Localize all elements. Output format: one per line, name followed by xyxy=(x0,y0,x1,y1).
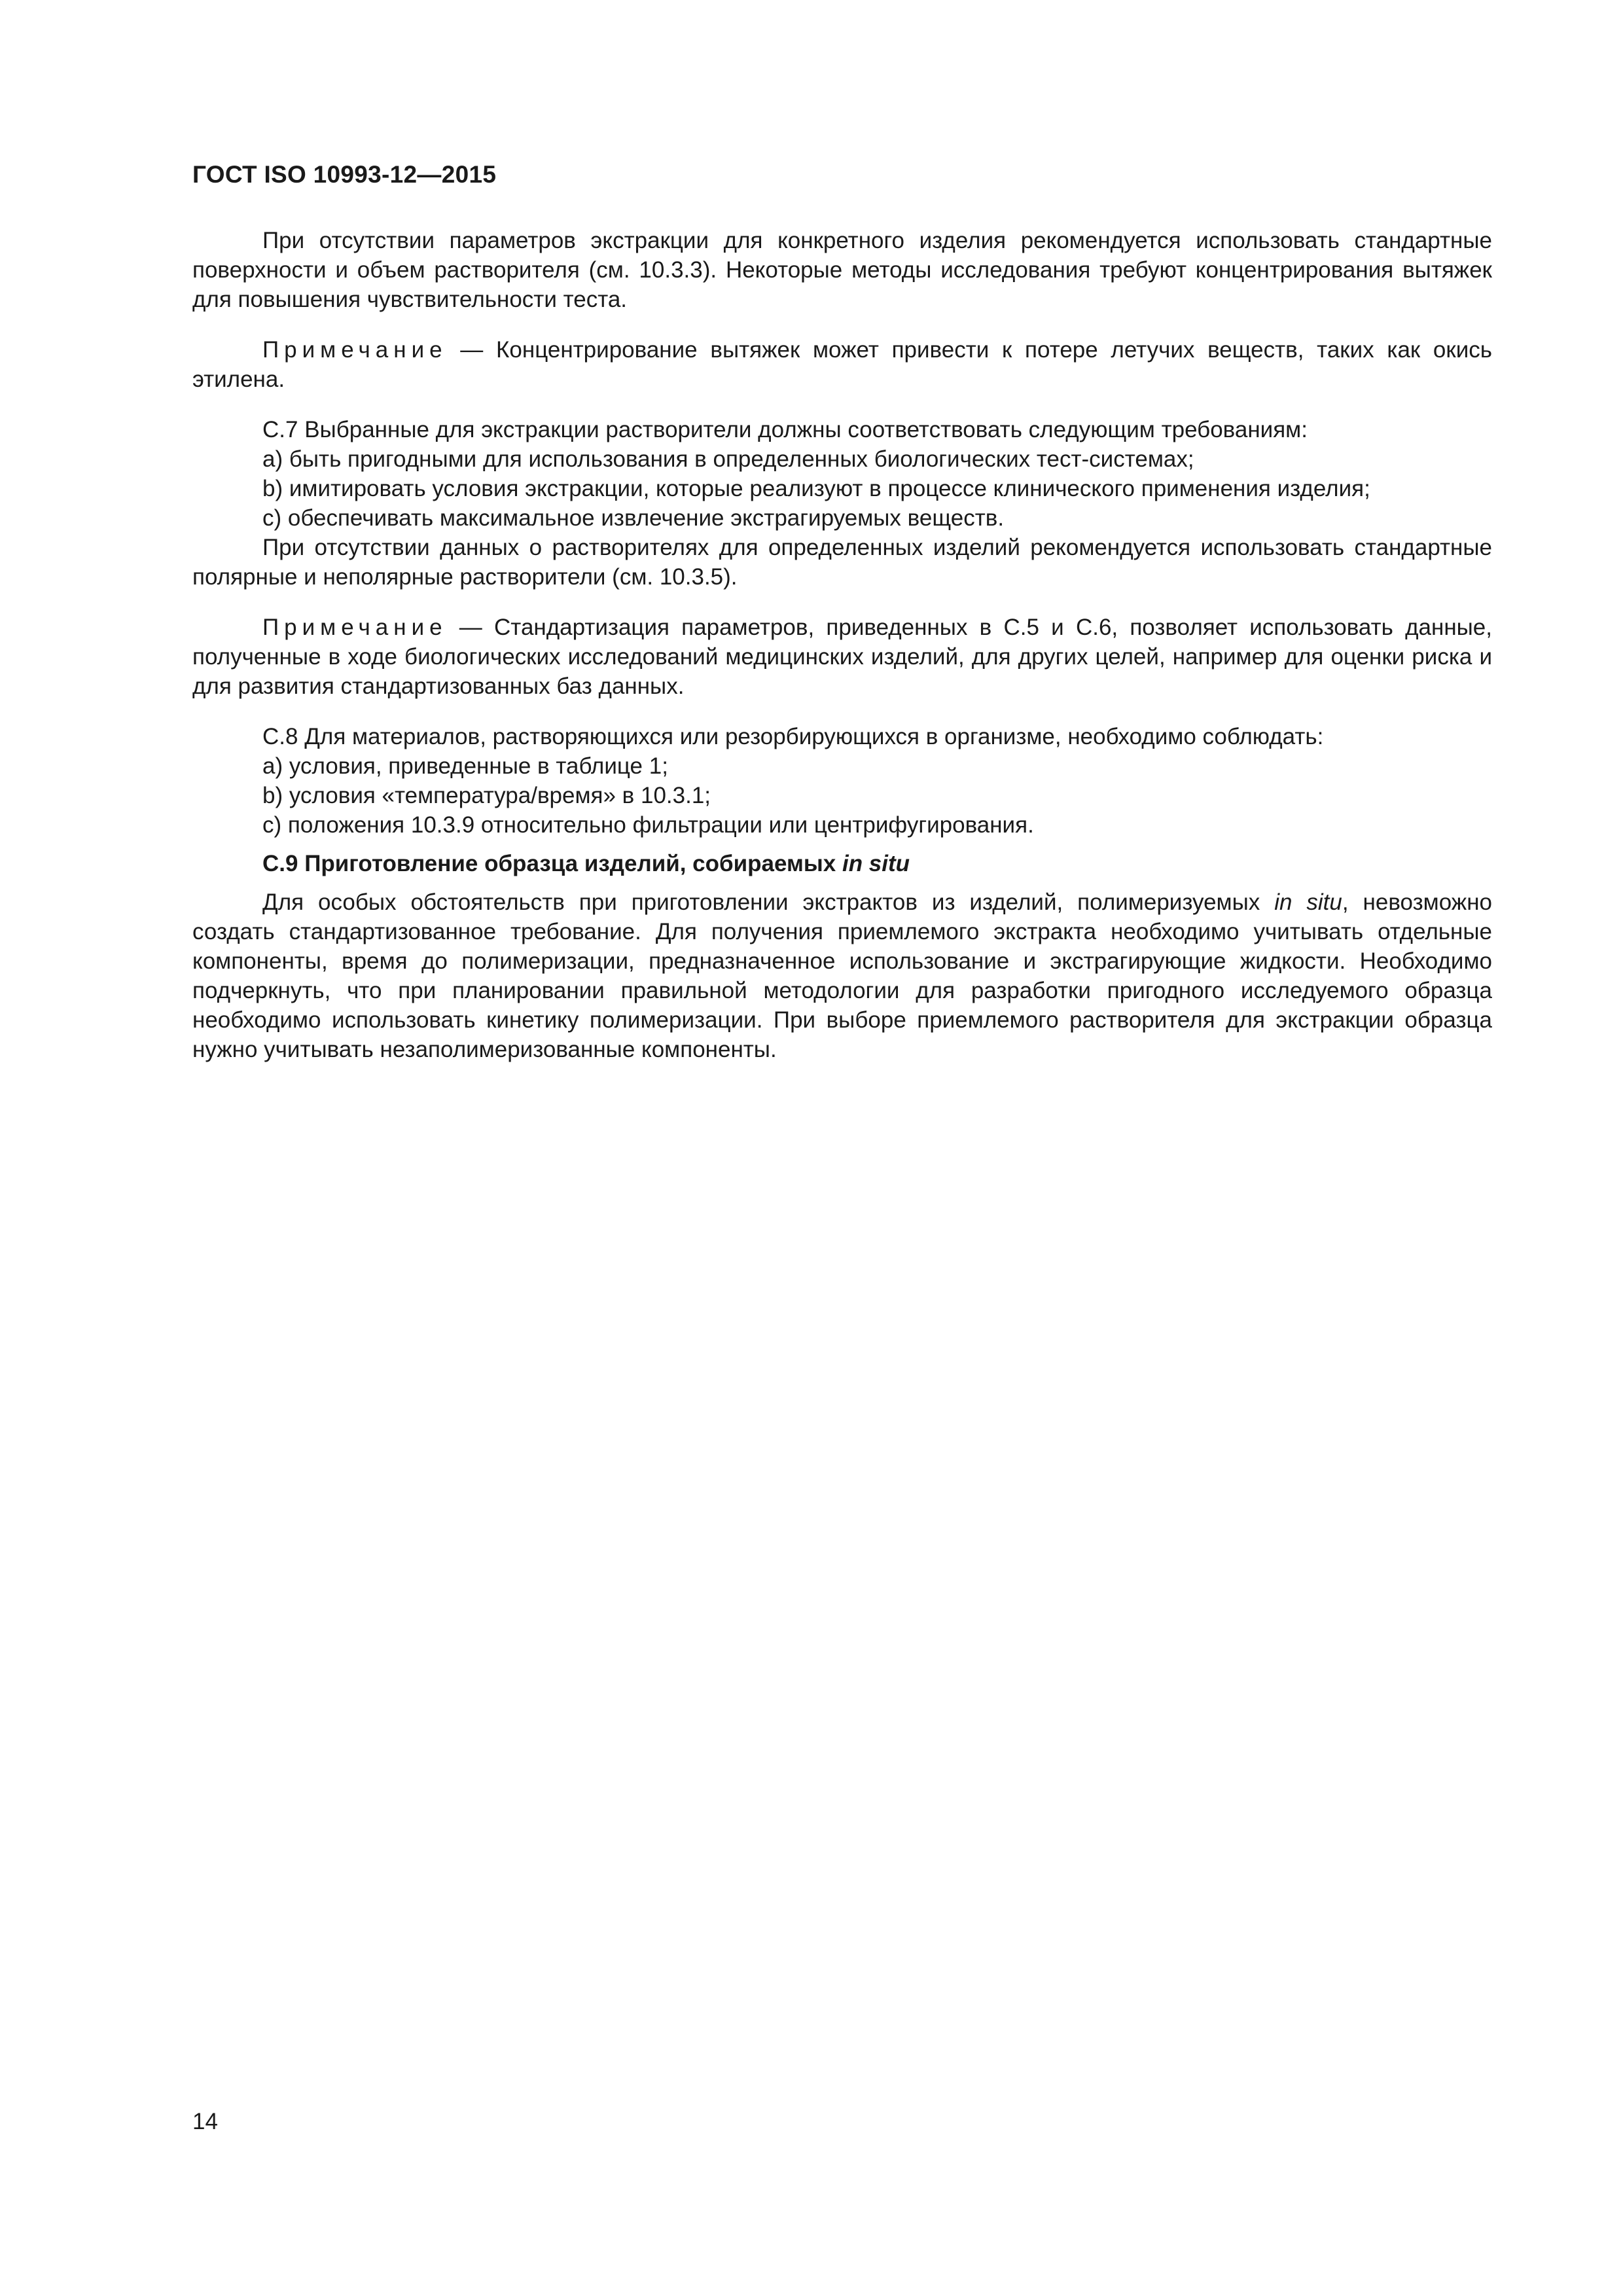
paragraph-in-situ-part1: Для особых обстоятельств при приготовлении экстрактов из изделий, полимеризуемых xyxy=(262,889,1275,915)
section-c8-intro: С.8 Для материалов, растворяющихся или резорбирующихся в организме, необходимо соблюдать: xyxy=(262,724,1324,749)
page-number: 14 xyxy=(192,2109,218,2134)
list-item-c7-b: b) имитировать условия экстракции, которые реализуют в процессе клинического применения изделия; xyxy=(262,476,1370,501)
section-c7-intro: С.7 Выбранные для экстракции растворители должны соответствовать следующим требованиям: xyxy=(262,417,1308,442)
section-c9-heading xyxy=(192,849,1492,878)
list-item-c8-a: a) условия, приведенные в таблице 1; xyxy=(262,753,668,779)
paragraph-in-situ xyxy=(192,888,1492,1064)
document-header: ГОСТ ISO 10993-12—2015 xyxy=(192,161,497,188)
list-item-c7-c: c) обеспечивать максимальное извлечение экстрагируемых веществ. xyxy=(262,505,1005,531)
list-item-c8-c: c) положения 10.3.9 относительно фильтрации или центрифугирования. xyxy=(262,812,1034,838)
section-c9-heading-text: С.9 Приготовление образца изделий, собираемых xyxy=(262,851,842,876)
note-label: Примечание xyxy=(262,337,448,363)
document-body xyxy=(192,226,1492,1064)
note-standardization xyxy=(192,613,1492,701)
note-text: — Стандартизация параметров, приведенных в С.5 и С.6, позволяет использовать данные, полученные в ходе биологических исследований медицинских изделий, для других целей, например для оценки риска и для развития стандартизованных баз данных. xyxy=(192,615,1492,699)
paragraph-extraction-params: При отсутствии параметров экстракции для конкретного изделия рекомендуется использовать стандартные поверхности и объем растворителя (см. 10.3.3). Некоторые методы исследования требуют концентрирования вытяжек для повышения чувствительности теста. xyxy=(192,228,1492,312)
note-text: — Концентрирование вытяжек может привести к потере летучих веществ, таких как окись этилена. xyxy=(192,337,1492,392)
note-concentration xyxy=(192,335,1492,394)
note-label: Примечание xyxy=(262,615,448,640)
section-c9-heading-italic: in situ xyxy=(842,851,910,876)
paragraph-in-situ-part2: , невозможно создать стандартизованное требование. Для получения приемлемого экстракта необходимо учитывать отдельные компоненты, время до полимеризации, предназначенное использование и экстрагирующие жидкости. Необходимо подчеркнуть, что при планировании правильной методологии для разработки пригодного исследуемого образца необходимо использовать кинетику полимеризации. При выборе приемлемого растворителя для экстракции образца нужно учитывать незаполимеризованные компоненты. xyxy=(192,889,1492,1062)
paragraph-in-situ-italic: in situ xyxy=(1274,889,1342,915)
list-item-c8-b: b) условия «температура/время» в 10.3.1; xyxy=(262,783,711,808)
list-item-c7-a: a) быть пригодными для использования в определенных биологических тест-системах; xyxy=(262,446,1194,472)
paragraph-solvents: При отсутствии данных о растворителях для определенных изделий рекомендуется использовать стандартные полярные и неполярные растворители (см. 10.3.5). xyxy=(192,535,1492,590)
